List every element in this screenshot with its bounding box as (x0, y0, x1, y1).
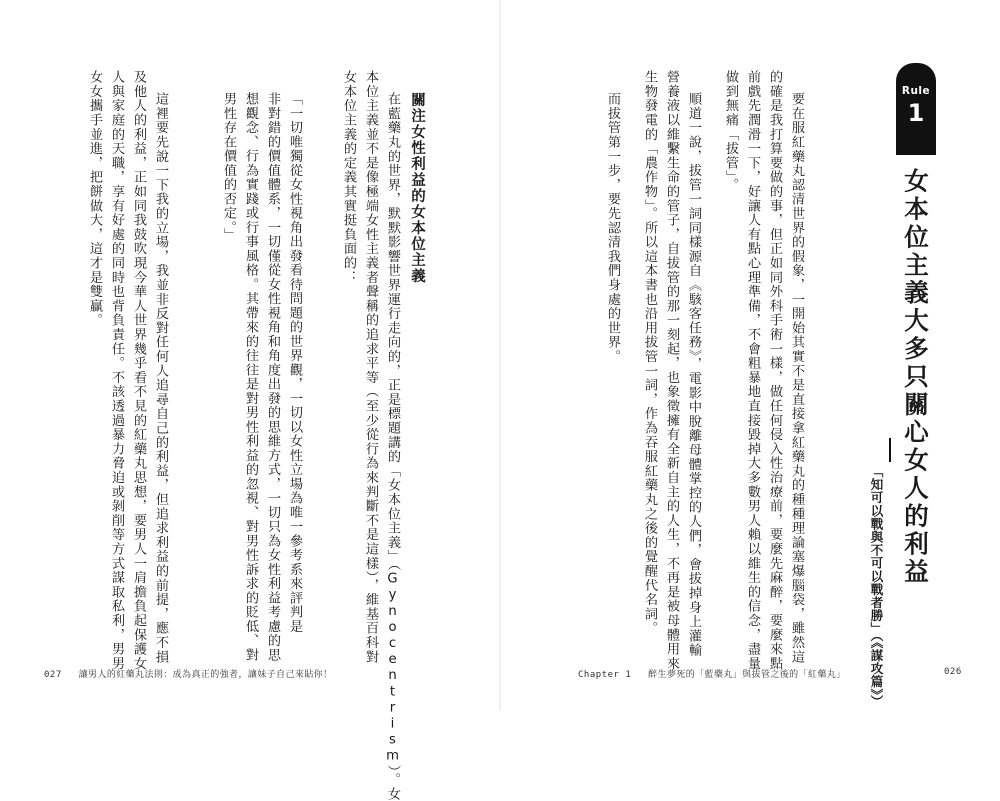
quote-line: 想觀念、行為實踐或行事風格。其帶來的往往是對男性利益的忽視、對男性訴求的貶低、對 (243, 92, 258, 662)
title-divider (889, 438, 891, 462)
rule-number: 1 (907, 99, 925, 127)
chapter-title-footer: 醉生夢死的「藍藥丸」與拔管之後的「紅藥丸」 (648, 670, 846, 680)
body-line: 本位主義並不是像極端女性主義者聲稱的追求平等（至少從行為來判斷不是這樣），維基百科對 (363, 70, 378, 664)
body-line: 做到無痛「拔管」。 (723, 70, 738, 193)
page-gutter (499, 0, 501, 710)
body-line: 在藍藥丸的世界，默默影響世界運行走向的，正是標題講的「女本位主義」（Gynocentrism）。女 (385, 92, 400, 801)
page-number: 027 (44, 670, 62, 680)
page-number: 026 (944, 667, 962, 677)
page-number-right (944, 667, 976, 677)
section-epigraph: 「知可以戰與不可以戰者勝」（《謀攻篇》） (869, 465, 884, 709)
chapter-label: Chapter 1 (578, 670, 632, 680)
quote-line: 男性存在價值的否定。」 (221, 92, 236, 243)
running-footer-left (44, 667, 332, 680)
subsection-heading: 關注女性利益的女本位主義 (409, 92, 425, 284)
body-line: 生物發電的「農作物」。所以這本書也沿用拔管一詞，作為吞服紅藥丸之後的覺醒代名詞。 (642, 70, 657, 636)
body-line: 這裡要先說一下我的立場，我並非反對任何人追尋自己的利益，但追求利益的前提，應不損 (153, 92, 168, 664)
rule-label: Rule (901, 85, 931, 97)
body-line: 要在服紅藥丸認清世界的假象，一開始其實不是直接拿紅藥丸的種種理論塞爆腦袋，雖然這 (789, 92, 804, 664)
body-line: 順道一說，拔管一詞同樣源自《駭客任務》，電影中脫離母體掌控的人們，會拔掉身上灌輸 (686, 92, 701, 658)
body-line: 前戲先潤滑一下，好讓人有點心理準備，不會粗暴地直接毀掉大多數男人賴以維生的信念，盡量 (745, 70, 760, 671)
quote-line: 「一切唯獨從女性視角出發看待問題的世界觀，一切以女性立場為唯一參考系來評判是 (287, 92, 302, 634)
body-line: 人與家庭的天職，享有好處的同時也背負責任。不該透過暴力脅迫或剝削等方式謀取私利，男男 (109, 70, 124, 671)
section-title: 女本位主義大多只關心女人的利益 (901, 168, 930, 587)
body-line: 女女攜手並進，把餅做大，這才是雙贏。 (87, 70, 102, 328)
body-line: 而拔管第一步，要先認清我們身處的世界。 (605, 92, 620, 364)
quote-line: 非對錯的價值體系，一切僅從女性視角和角度出發的思維方式，一切只為女性利益考慮的思 (265, 92, 280, 662)
book-title-footer: 讓男人的紅藥丸法則：成為真正的強者，讓妹子自己來貼你！ (78, 670, 333, 680)
body-line: 及他人的利益，正如同我鼓吹現今華人世界幾乎看不見的紅藥丸思想，要男人一肩擔負起保護女 (131, 70, 146, 671)
rule-tab (896, 63, 936, 155)
running-footer-right (578, 667, 846, 680)
body-line: 營養液以維繫生命的管子，自拔管的那一刻起，也象徵擁有全新自主的人生，不再是被母體用來 (664, 70, 679, 671)
body-line: 女本位主義的定義其實挺負面的： (341, 70, 356, 285)
body-line: 的確是我打算要做的事，但正如同外科手術一樣，做任何侵入性治療前，要麼先麻醉，要麼來點 (767, 70, 782, 671)
